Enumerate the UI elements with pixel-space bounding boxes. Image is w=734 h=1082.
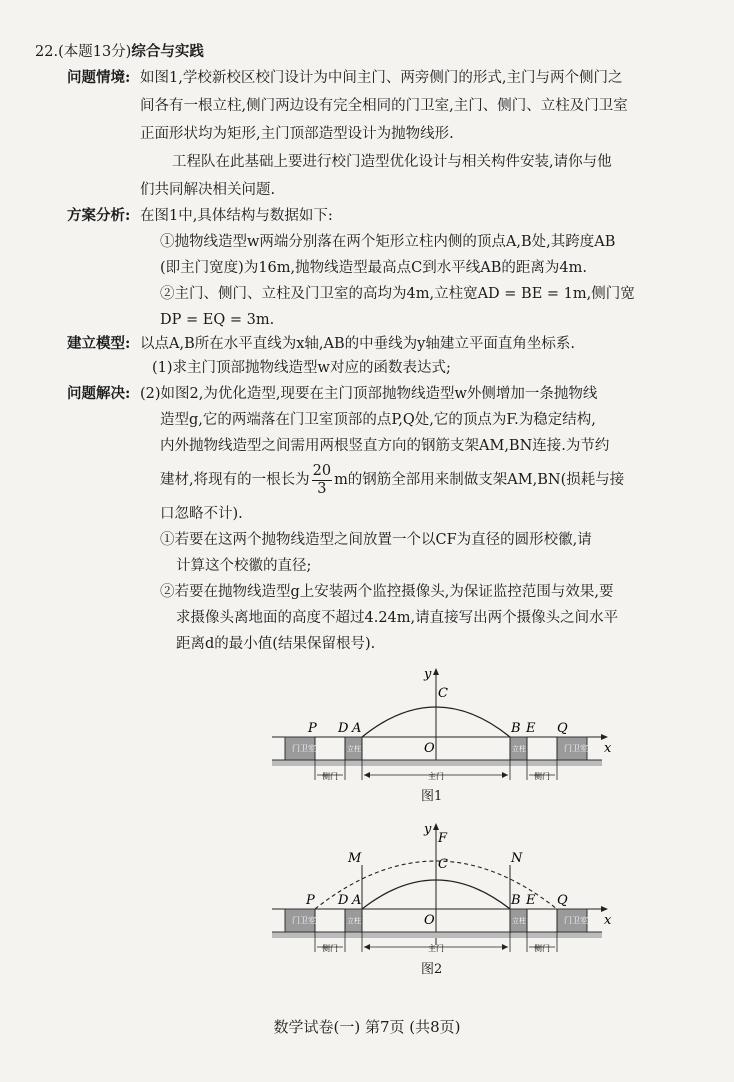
subquestion-1: ①若要在这两个抛物线造型之间放置一个以CF为直径的圆形校徽,请 bbox=[160, 532, 592, 548]
x-axis-arrow bbox=[601, 734, 608, 740]
label-A: A bbox=[352, 893, 362, 908]
label-E: E bbox=[526, 721, 536, 736]
y-axis-arrow bbox=[433, 668, 439, 675]
solve-line: 口忽略不计). bbox=[160, 506, 243, 522]
fraction bbox=[312, 463, 332, 498]
model-line: 以点A,B所在水平直线为x轴,AB的中垂线为y轴建立平面直角坐标系. bbox=[140, 336, 575, 352]
label-P: P bbox=[306, 893, 315, 908]
subquestion-2: 求摄像头离地面的高度不超过4.24m,请直接写出两个摄像头之间水平 bbox=[176, 610, 619, 626]
label-E: E bbox=[526, 893, 536, 908]
solve-line bbox=[160, 462, 624, 498]
label-D: D bbox=[338, 893, 349, 908]
solve-line: 造型g,它的两端落在门卫室顶部的点P,Q处,它的顶点为F.为稳定结构, bbox=[160, 412, 596, 428]
analysis-item: (即主门宽度)为16m,抛物线造型最高点C到水平线AB的距离为4m. bbox=[160, 260, 587, 276]
label-F: F bbox=[438, 831, 448, 846]
solve-label: 问题解决: bbox=[67, 385, 131, 402]
solve-text: 建材,将现有的一根长为 bbox=[160, 472, 310, 488]
label-O: O bbox=[424, 741, 435, 756]
label-C: C bbox=[438, 686, 448, 701]
model-label: 建立模型: bbox=[67, 335, 131, 352]
side-gate-label: 侧门 bbox=[322, 772, 338, 781]
label-Q: Q bbox=[557, 721, 568, 736]
question-1: (1)求主门顶部抛物线造型w对应的函数表达式; bbox=[152, 360, 451, 376]
figure-2 bbox=[0, 815, 734, 965]
label-P: P bbox=[308, 721, 317, 736]
situation-line: 如图1,学校新校区校门设计为中间主门、两旁侧门的形式,主门与两个侧门之 bbox=[140, 70, 623, 86]
label-Q: Q bbox=[557, 893, 568, 908]
label-y: y bbox=[424, 822, 432, 837]
situation-line: 们共同解决相关问题. bbox=[140, 182, 276, 198]
pillar-label: 立柱 bbox=[347, 745, 361, 753]
analysis-line: 在图1中,具体结构与数据如下: bbox=[140, 208, 333, 224]
problem-title: 综合与实践 bbox=[131, 43, 204, 60]
side-gate-label: 侧门 bbox=[534, 944, 550, 953]
analysis-item: ②主门、侧门、立柱及门卫室的高均为4m,立柱宽AD = BE = 1m,侧门宽 bbox=[160, 286, 635, 302]
label-D: D bbox=[338, 721, 349, 736]
situation-label: 问题情境: bbox=[67, 69, 131, 86]
pillar-label: 立柱 bbox=[512, 917, 526, 925]
label-B: B bbox=[511, 721, 521, 736]
side-gate-label: 侧门 bbox=[322, 944, 338, 953]
y-axis-arrow bbox=[433, 823, 439, 830]
problem-number: 22. bbox=[35, 44, 59, 60]
fraction-denominator: 3 bbox=[317, 480, 327, 497]
label-N: N bbox=[511, 851, 523, 866]
label-x: x bbox=[604, 913, 612, 928]
pillar-label: 立柱 bbox=[347, 917, 361, 925]
side-gate-label: 侧门 bbox=[534, 772, 550, 781]
guard-room-label: 门卫室 bbox=[564, 744, 588, 753]
label-M: M bbox=[348, 851, 362, 866]
guard-room-label: 门卫室 bbox=[292, 744, 316, 753]
solve-line: (2)如图2,为优化造型,现要在主门顶部抛物线造型w外侧增加一条抛物线 bbox=[140, 386, 598, 402]
subquestion-2: ②若要在抛物线造型g上安装两个监控摄像头,为保证监控范围与效果,要 bbox=[160, 584, 614, 600]
situation-line: 工程队在此基础上要进行校门造型优化设计与相关构件安装,请你与他 bbox=[172, 154, 612, 170]
guard-room-label: 门卫室 bbox=[292, 916, 316, 925]
analysis-label: 方案分析: bbox=[67, 207, 131, 224]
ground bbox=[272, 760, 602, 766]
fraction-numerator: 20 bbox=[312, 462, 332, 479]
problem-score: (本题13分) bbox=[58, 44, 132, 60]
figure-1 bbox=[0, 660, 734, 810]
problem-heading bbox=[35, 42, 204, 62]
label-B: B bbox=[511, 893, 521, 908]
label-O: O bbox=[424, 913, 435, 928]
subquestion-1: 计算这个校徽的直径; bbox=[176, 558, 312, 574]
situation-line: 正面形状均为矩形,主门顶部造型设计为抛物线形. bbox=[140, 126, 454, 142]
page-footer: 数学试卷(一) 第7页 (共8页) bbox=[273, 1018, 461, 1036]
pillar-label: 立柱 bbox=[512, 745, 526, 753]
label-C: C bbox=[438, 857, 448, 872]
analysis-item: ①抛物线造型w两端分别落在两个矩形立柱内侧的顶点A,B处,其跨度AB bbox=[160, 234, 616, 250]
solve-line: 内外抛物线造型之间需用两根竖直方向的钢筋支架AM,BN连接.为节约 bbox=[160, 438, 610, 454]
figure-1-caption: 图1 bbox=[421, 789, 443, 804]
subquestion-2: 距离d的最小值(结果保留根号). bbox=[176, 636, 376, 652]
analysis-item: DP = EQ = 3m. bbox=[160, 312, 275, 328]
label-A: A bbox=[352, 721, 362, 736]
guard-room-label: 门卫室 bbox=[564, 916, 588, 925]
figure-2-caption: 图2 bbox=[421, 962, 443, 977]
main-gate-label: 主门 bbox=[428, 944, 444, 953]
main-gate-label: 主门 bbox=[428, 772, 444, 781]
label-x: x bbox=[604, 741, 612, 756]
solve-text: m的钢筋全部用来制做支架AM,BN(损耗与接 bbox=[334, 472, 625, 488]
situation-line: 间各有一根立柱,侧门两边设有完全相同的门卫室,主门、侧门、立柱及门卫室 bbox=[140, 98, 628, 114]
ground bbox=[272, 932, 602, 938]
label-y: y bbox=[424, 667, 432, 682]
x-axis-arrow bbox=[601, 906, 608, 912]
